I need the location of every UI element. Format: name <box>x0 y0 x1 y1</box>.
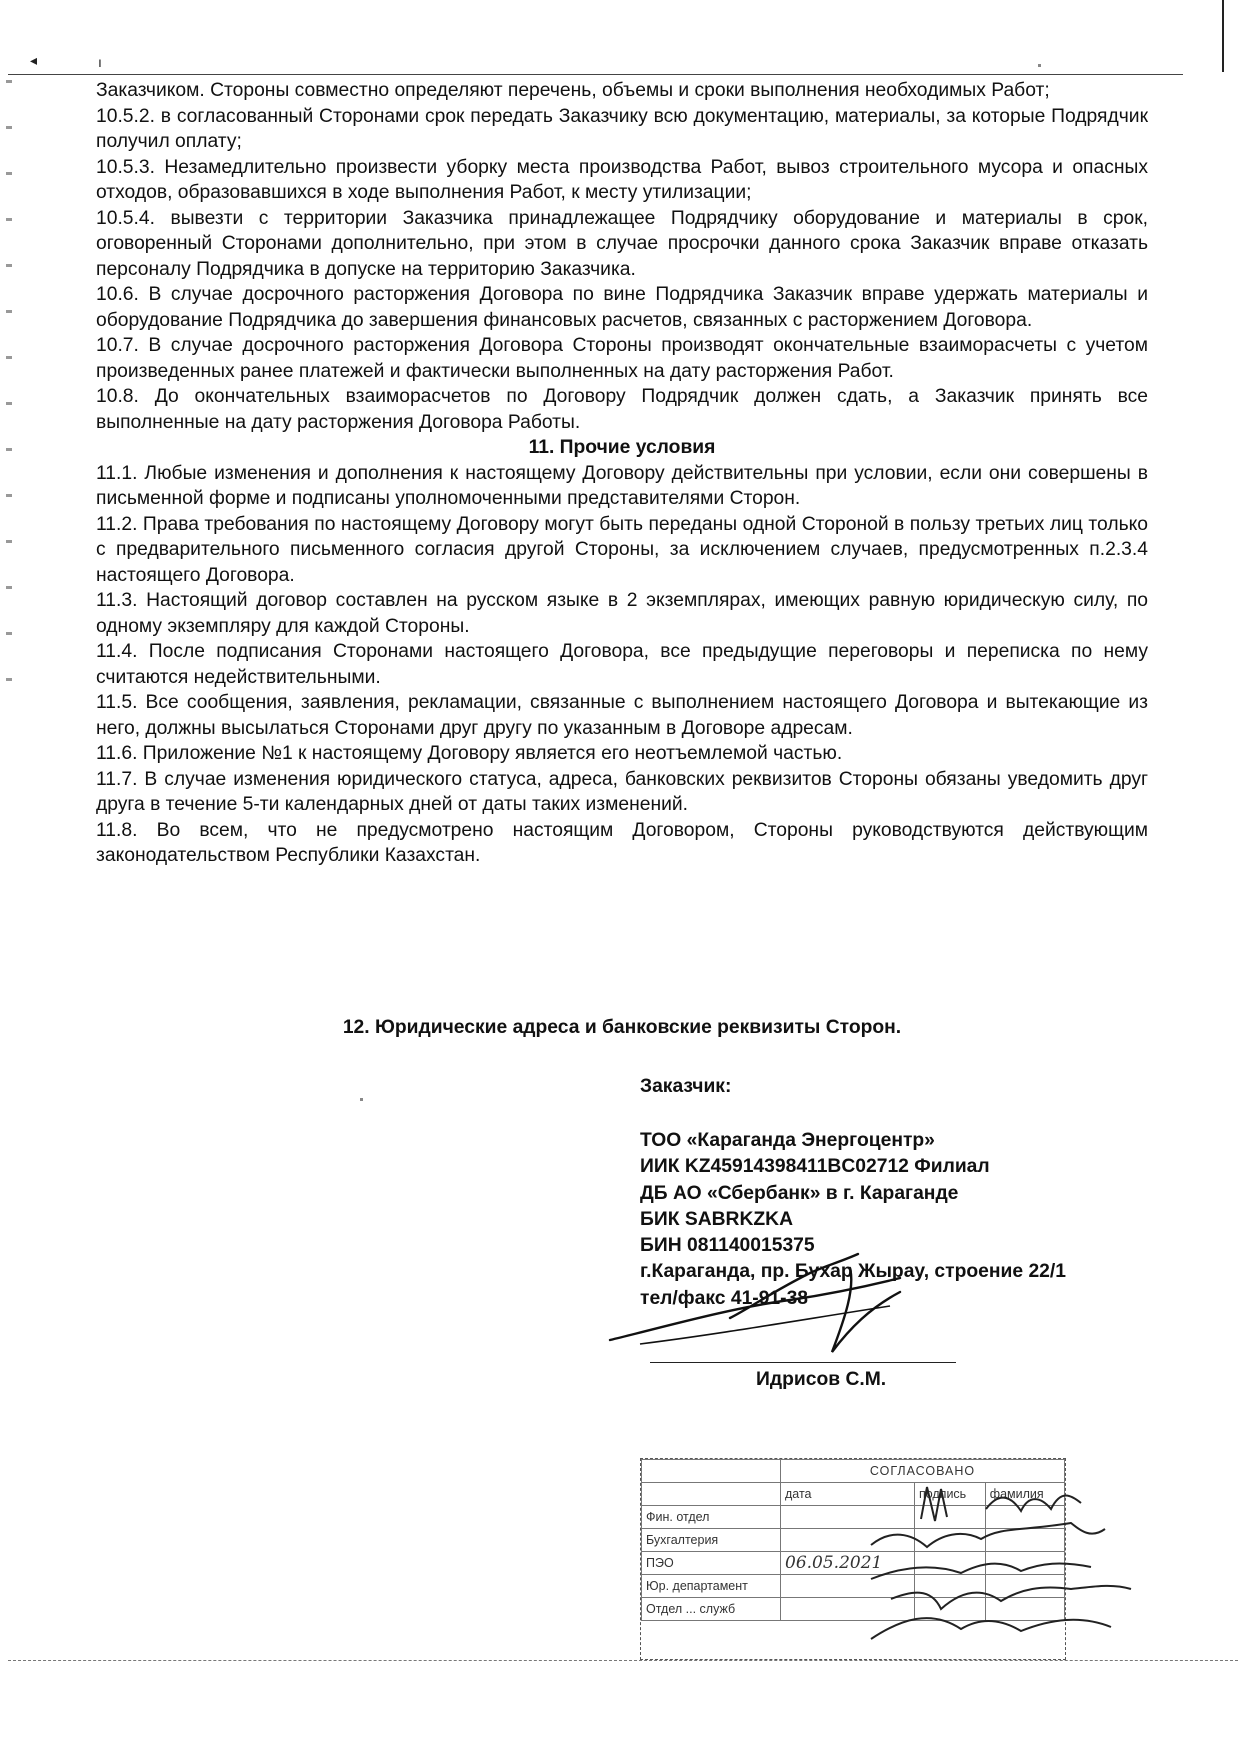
customer-label: Заказчик: <box>640 1076 732 1097</box>
clause-10-5-1-tail: Заказчиком. Стороны совместно определяют перечень, объемы и сроки выполнения необходимых Работ; <box>96 80 1050 101</box>
handwritten-signature <box>600 1248 940 1368</box>
clause-10-8: 10.8. До окончательных взаиморасчетов по Договору Подрядчик должен сдать, а Заказчик принять все выполненные на дату расторжения Договора Работы. <box>96 386 1148 433</box>
row-label: Фин. отдел <box>642 1506 781 1529</box>
iik-line: ИИК KZ45914398411BC02712 Филиал <box>640 1156 990 1178</box>
bik-line: БИК SABRKZKA <box>640 1208 794 1230</box>
section-11-heading: 11. Прочие условия <box>528 437 716 458</box>
address-line: г.Караганда, пр. Бухар Жырау, строение 22/1 <box>640 1261 1066 1283</box>
clause-11-1: 11.1. Любые изменения и дополнения к настоящему Договору действительны при условии, если они совершены в письменной форме и подписаны уполномоченными представителями Сторон. <box>96 462 1148 509</box>
contract-body <box>96 78 1148 869</box>
stamp-row <box>642 1598 1065 1621</box>
scan-dot <box>360 1098 363 1101</box>
row-label: Бухгалтерия <box>642 1529 781 1552</box>
section-12-heading: 12. Юридические адреса и банковские реквизиты Сторон. <box>342 1017 902 1038</box>
column-surname: фамилия <box>985 1483 1064 1506</box>
signer-name: Идрисов С.М. <box>756 1369 887 1390</box>
handwritten-date: 06.05.2021 <box>781 1552 915 1575</box>
stamp-row <box>642 1575 1065 1598</box>
corner-mark: ◂ <box>30 52 38 68</box>
clause-11-4: 11.4. После подписания Сторонами настоящего Договора, все предыдущие переговоры и переписка по нему считаются недействительными. <box>96 641 1148 688</box>
margin-line <box>1222 0 1224 72</box>
row-label: Юр. департамент <box>642 1575 781 1598</box>
clause-10-5-2: 10.5.2. в согласованный Сторонами срок передать Заказчику всю документацию, материалы, за которые Подрядчик получил оплату; <box>96 105 1148 152</box>
row-label: ПЭО <box>642 1552 781 1575</box>
approval-table <box>641 1459 1065 1621</box>
scan-artifacts <box>6 80 12 720</box>
signature-line <box>650 1362 956 1363</box>
stamp-row <box>642 1506 1065 1529</box>
clause-11-8: 11.8. Во всем, что не предусмотрено настоящим Договором, Стороны руководствуются действующим законодательством Республики Казахстан. <box>96 819 1148 866</box>
top-mark: ı <box>98 54 102 70</box>
clause-11-6: 11.6. Приложение №1 к настоящему Договору является его неотъемлемой частью. <box>96 743 843 764</box>
clause-10-7: 10.7. В случае досрочного расторжения Договора Стороны производят окончательные взаиморасчеты с учетом произведенных ранее платежей и фактически выполненных на дату расторжения Работ. <box>96 335 1148 382</box>
row-label: Отдел ... служб <box>642 1598 781 1621</box>
stamp-row <box>642 1529 1065 1552</box>
approval-stamp <box>640 1458 1066 1660</box>
top-divider <box>8 74 1183 75</box>
column-signature: подпись <box>914 1483 985 1506</box>
column-date: дата <box>781 1483 915 1506</box>
clause-11-3: 11.3. Настоящий договор составлен на русском языке в 2 экземплярах, имеющих равную юридическую силу, по одному экземпляру для каждой Стороны. <box>96 590 1148 637</box>
clause-11-5: 11.5. Все сообщения, заявления, рекламации, связанные с выполнением настоящего Договора и вытекающие из него, должны высылаться Сторонами друг другу по указанным в Договоре адресам. <box>96 692 1148 739</box>
clause-11-2: 11.2. Права требования по настоящему Договору могут быть переданы одной Стороной в пользу третьих лиц только с предварительного письменного согласия другой Стороны, за исключением случаев, предусмотренных п.2.3.4 настоящего Договора. <box>96 513 1148 586</box>
bank-line: ДБ АО «Сбербанк» в г. Караганде <box>640 1182 959 1204</box>
stamp-row <box>642 1552 1065 1575</box>
clause-11-7: 11.7. В случае изменения юридического статуса, адреса, банковских реквизитов Стороны обязаны уведомить друг друга в течение 5-ти календарных дней от даты таких изменений. <box>96 768 1148 815</box>
bottom-divider <box>8 1660 1238 1661</box>
clause-10-5-3: 10.5.3. Незамедлительно произвести уборку места производства Работ, вывоз строительного мусора и опасных отходов, образовавшихся в ходе выполнения Работ, к месту утилизации; <box>96 156 1148 203</box>
clause-10-6: 10.6. В случае досрочного расторжения Договора по вине Подрядчика Заказчик вправе удержать материалы и оборудование Подрядчика до завершения финансовых расчетов, связанных с расторжением Договора. <box>96 284 1148 331</box>
scan-dot <box>1038 64 1041 67</box>
company-name: ТОО «Караганда Энергоцентр» <box>640 1130 935 1151</box>
bin-line: БИН 081140015375 <box>640 1235 815 1257</box>
clause-10-5-4: 10.5.4. вывезти с территории Заказчика принадлежащее Подрядчику оборудование и материалы в срок, оговоренный Сторонами дополнительно, при этом в случае просрочки данного срока Заказчик вправе отказать персоналу Подрядчика в допуске на территорию Заказчика. <box>96 207 1148 280</box>
stamp-title: СОГЛАСОВАНО <box>781 1460 1065 1483</box>
phone-fax-line: тел/факс 41-91-38 <box>640 1287 809 1309</box>
